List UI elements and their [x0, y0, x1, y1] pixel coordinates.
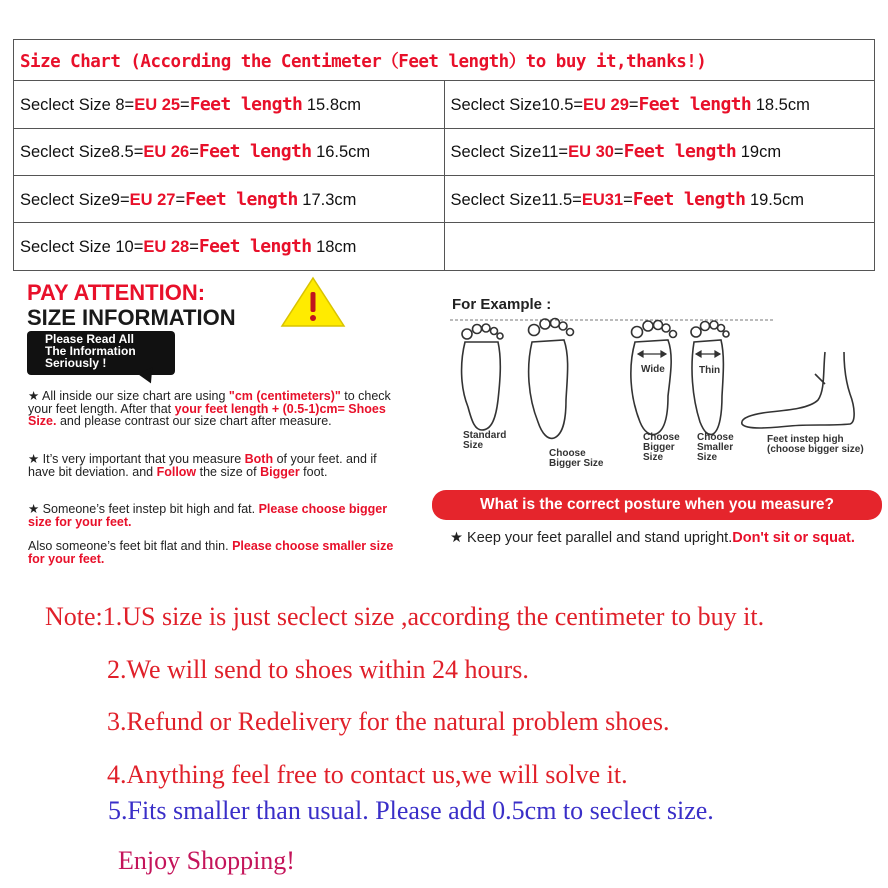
size-cell: Seclect Size11.5=EU31=Feet length 19.5cm [444, 176, 875, 223]
info-paragraph-instep: ★ Someone’s feet instep bit high and fat. Please choose bigger size for your feet. [28, 502, 388, 529]
bubble-line: Please Read All [45, 332, 134, 346]
size-chart-row [14, 128, 875, 175]
size-cell: Seclect Size10.5=EU 29=Feet length 18.5cm [444, 81, 875, 128]
size-chart-row [14, 223, 875, 271]
foot-outline-icon [691, 321, 729, 435]
info-paragraph-cm: ★ All inside our size chart are using "cm (centimeters)" to check your feet length. After that your feet length + (0.5-1)cm= Shoes Size. and please contrast our size chart after measure. [28, 389, 391, 428]
note-3: 3.Refund or Redelivery for the natural problem shoes. [107, 707, 670, 736]
label-choose-smaller: Choose Smaller Size [697, 432, 734, 463]
size-cell: Seclect Size9=EU 27=Feet length 17.3cm [14, 176, 445, 223]
size-cell: Seclect Size11=EU 30=Feet length 19cm [444, 128, 875, 175]
note-5: 5.Fits smaller than usual. Please add 0.5cm to seclect size. [108, 796, 714, 825]
label-choose-bigger: Choose Bigger Size [643, 432, 680, 463]
size-cell-empty [444, 223, 875, 271]
label-bigger: Choose Bigger Size [549, 448, 604, 469]
label-wide: Wide [641, 364, 665, 375]
bubble-line: The Information [45, 344, 136, 358]
info-paragraph-flat: Also someone’s feet bit flat and thin. Please choose smaller size for your feet. [28, 539, 394, 566]
posture-banner: What is the correct posture when you measure? [432, 490, 882, 520]
label-standard: Standard Size [463, 430, 507, 451]
warning-triangle-icon [280, 276, 346, 328]
attention-title: PAY ATTENTION: [27, 280, 206, 305]
label-instep: Feet instep high (choose bigger size) [767, 434, 864, 455]
info-paragraph-both-feet: ★ It’s very important that you measure Both of your feet. and if have bit deviation. and Follow the size of Bigger foot. [28, 452, 377, 479]
size-cell: Seclect Size 10=EU 28=Feet length 18cm [14, 223, 445, 271]
foot-outline-icon [462, 324, 503, 430]
note-enjoy: Enjoy Shopping! [118, 846, 295, 875]
label-thin: Thin [699, 365, 721, 376]
foot-outline-icon [742, 352, 854, 428]
size-chart-row [14, 81, 875, 128]
note-2: 2.We will send to shoes within 24 hours. [107, 655, 529, 684]
foot-outline-icon [529, 319, 574, 439]
size-chart-table [13, 39, 875, 271]
note-1: Note:1.US size is just seclect size ,according the centimeter to buy it. [45, 602, 765, 631]
size-cell: Seclect Size 8=EU 25=Feet length 15.8cm [14, 81, 445, 128]
foot-outline-icon [631, 321, 677, 435]
size-cell: Seclect Size8.5=EU 26=Feet length 16.5cm [14, 128, 445, 175]
note-4: 4.Anything feel free to contact us,we will solve it. [107, 760, 628, 789]
size-chart-row [14, 176, 875, 223]
example-title: For Example : [452, 296, 552, 313]
posture-instruction: ★ Keep your feet parallel and stand upright.Don't sit or squat. [450, 530, 855, 546]
attention-subtitle: SIZE INFORMATION [27, 305, 236, 330]
bubble-line: Seriously ! [45, 356, 107, 370]
size-chart-header-row [14, 40, 875, 81]
size-chart-header: Size Chart (According the Centimeter（Feet length）to buy it,thanks!) [14, 40, 875, 81]
